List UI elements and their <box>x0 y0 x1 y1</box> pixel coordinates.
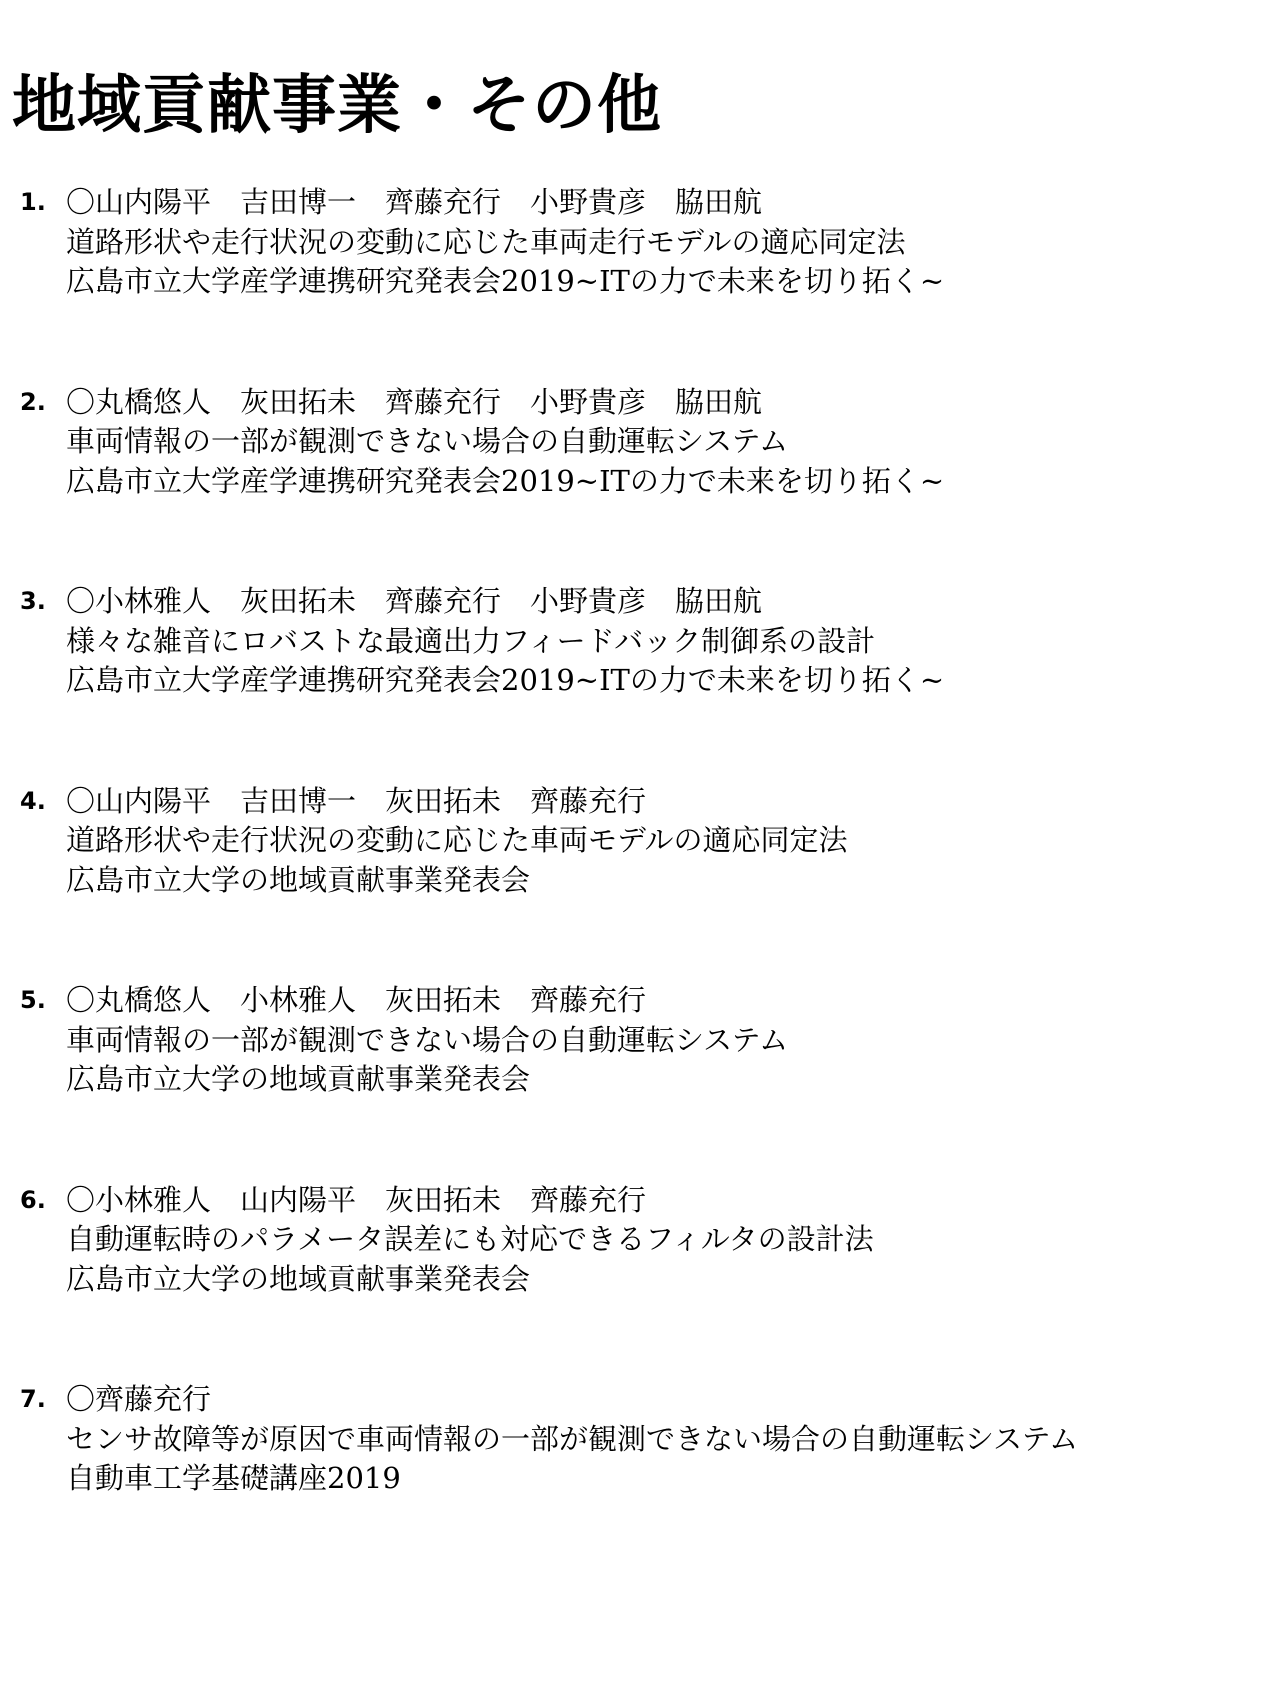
item-body <box>66 582 944 701</box>
list-item <box>0 383 1280 583</box>
item-body <box>66 981 788 1100</box>
list-item <box>0 1181 1280 1381</box>
item-title: 道路形状や走行状況の変動に応じた車両モデルの適応同定法 <box>66 823 848 857</box>
item-title: 道路形状や走行状況の変動に応じた車両走行モデルの適応同定法 <box>66 224 906 259</box>
item-title: センサ故障等が原因で車両情報の一部が観測できない場合の自動運転システム <box>66 1421 1079 1456</box>
list-item <box>0 582 1280 782</box>
item-body <box>66 1380 1078 1499</box>
item-title: 様々な雑音にロバストな最適出力フィードバック制御系の設計 <box>66 623 876 658</box>
item-title: 車両情報の一部が観測できない場合の自動運転システム <box>66 424 789 458</box>
item-body <box>66 183 944 302</box>
item-body <box>66 1181 874 1300</box>
item-authors: 〇丸橋悠人 小林雅人 灰田拓未 齊藤充行 <box>66 983 647 1017</box>
item-venue: 広島市立大学産学連携研究発表会2019~ITの力で未来を切り拓く~ <box>66 264 945 298</box>
item-title: 自動運転時のパラメータ誤差にも対応できるフィルタの設計法 <box>66 1222 874 1256</box>
item-number: 4. <box>20 786 46 815</box>
item-authors: 〇小林雅人 山内陽平 灰田拓未 齊藤充行 <box>66 1182 647 1217</box>
item-number: 6. <box>20 1185 46 1214</box>
publication-list <box>0 183 1280 1580</box>
item-number: 7. <box>20 1385 46 1413</box>
item-body <box>66 383 944 502</box>
item-number: 3. <box>20 587 46 615</box>
list-item <box>0 782 1280 982</box>
item-authors: 〇山内陽平 吉田博一 灰田拓未 齊藤充行 <box>66 783 647 818</box>
item-title: 車両情報の一部が観測できない場合の自動運転システム <box>66 1022 789 1057</box>
item-number: 1. <box>20 188 46 216</box>
item-body <box>66 782 848 901</box>
list-item <box>0 1380 1280 1580</box>
item-authors: 〇丸橋悠人 灰田拓未 齊藤充行 小野貴彦 脇田航 <box>66 384 763 419</box>
item-venue: 広島市立大学の地域貢献事業発表会 <box>66 1062 531 1096</box>
item-venue: 広島市立大学の地域貢献事業発表会 <box>66 862 531 897</box>
item-venue: 広島市立大学の地域貢献事業発表会 <box>66 1261 531 1296</box>
item-number: 5. <box>20 986 46 1014</box>
item-venue: 自動車工学基礎講座2019 <box>66 1461 401 1495</box>
list-item <box>0 183 1280 383</box>
list-item <box>0 981 1280 1181</box>
item-authors: 〇齊藤充行 <box>66 1382 212 1416</box>
page-title: 地域貢献事業・その他 <box>12 69 662 143</box>
item-number: 2. <box>20 387 46 416</box>
item-venue: 広島市立大学産学連携研究発表会2019~ITの力で未来を切り拓く~ <box>66 463 945 498</box>
item-authors: 〇小林雅人 灰田拓未 齊藤充行 小野貴彦 脇田航 <box>66 584 763 618</box>
item-venue: 広島市立大学産学連携研究発表会2019~ITの力で未来を切り拓く~ <box>66 663 945 697</box>
item-authors: 〇山内陽平 吉田博一 齊藤充行 小野貴彦 脇田航 <box>66 185 763 219</box>
